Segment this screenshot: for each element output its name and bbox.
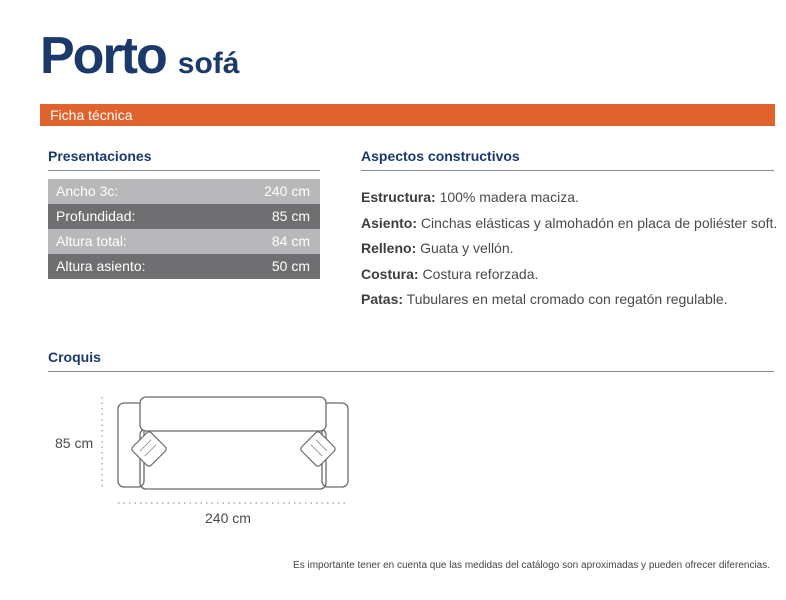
height-dimension-label: 85 cm	[55, 435, 94, 451]
aspect-label: Asiento:	[361, 214, 417, 231]
spec-label: Altura asiento:	[56, 258, 146, 274]
aspect-value: Tubulares en metal cromado con regatón regulable.	[406, 291, 728, 307]
sofa-seat	[140, 429, 326, 489]
aspect-label: Costura:	[361, 265, 419, 282]
spec-row	[48, 229, 320, 254]
aspect-label: Relleno:	[361, 240, 417, 256]
product-type: sofá	[177, 47, 240, 80]
spec-row	[48, 254, 320, 279]
spec-row	[48, 179, 320, 204]
croquis-heading: Croquis	[48, 349, 101, 365]
spec-label: Ancho 3c:	[56, 183, 119, 199]
aspect-value: 100% madera maciza.	[439, 189, 579, 205]
aspectos-list	[361, 187, 781, 315]
ficha-tecnica-banner	[40, 104, 775, 126]
croquis-divider	[48, 371, 774, 372]
spec-value: 84 cm	[271, 233, 310, 249]
sofa-backrest	[140, 397, 326, 431]
aspect-item	[361, 289, 781, 315]
spec-value: 85 cm	[271, 208, 310, 224]
spec-label: Profundidad:	[56, 208, 136, 224]
spec-label: Altura total:	[56, 233, 127, 249]
spec-row	[48, 204, 320, 229]
spec-value: 240 cm	[264, 183, 310, 199]
aspectos-heading: Aspectos constructivos	[361, 148, 520, 164]
presentaciones-heading: Presentaciones	[48, 148, 152, 164]
left-cushion	[131, 431, 168, 468]
spec-value: 50 cm	[271, 258, 310, 274]
aspect-value: Guata y vellón.	[420, 240, 514, 256]
product-title	[40, 27, 240, 85]
aspect-item	[361, 187, 781, 213]
aspect-value: Cinchas elásticas y almohadón en placa de poliéster soft.	[420, 214, 778, 231]
aspectos-divider	[361, 170, 774, 171]
presentaciones-table	[48, 179, 320, 279]
presentaciones-divider	[48, 170, 320, 171]
product-name: Porto	[40, 27, 166, 85]
disclaimer-note: Es importante tener en cuenta que las medidas del catálogo son aproximadas y pueden ofrecer diferencias.	[293, 560, 770, 571]
aspect-item	[361, 238, 781, 264]
aspect-item	[361, 264, 781, 290]
aspect-label: Estructura:	[361, 189, 436, 205]
aspect-value: Costura reforzada.	[422, 265, 539, 282]
aspect-label: Patas:	[361, 291, 404, 307]
aspect-item	[361, 213, 781, 239]
right-cushion	[300, 431, 337, 468]
width-dimension-label: 240 cm	[205, 510, 251, 526]
banner-label: Ficha técnica	[50, 107, 133, 123]
